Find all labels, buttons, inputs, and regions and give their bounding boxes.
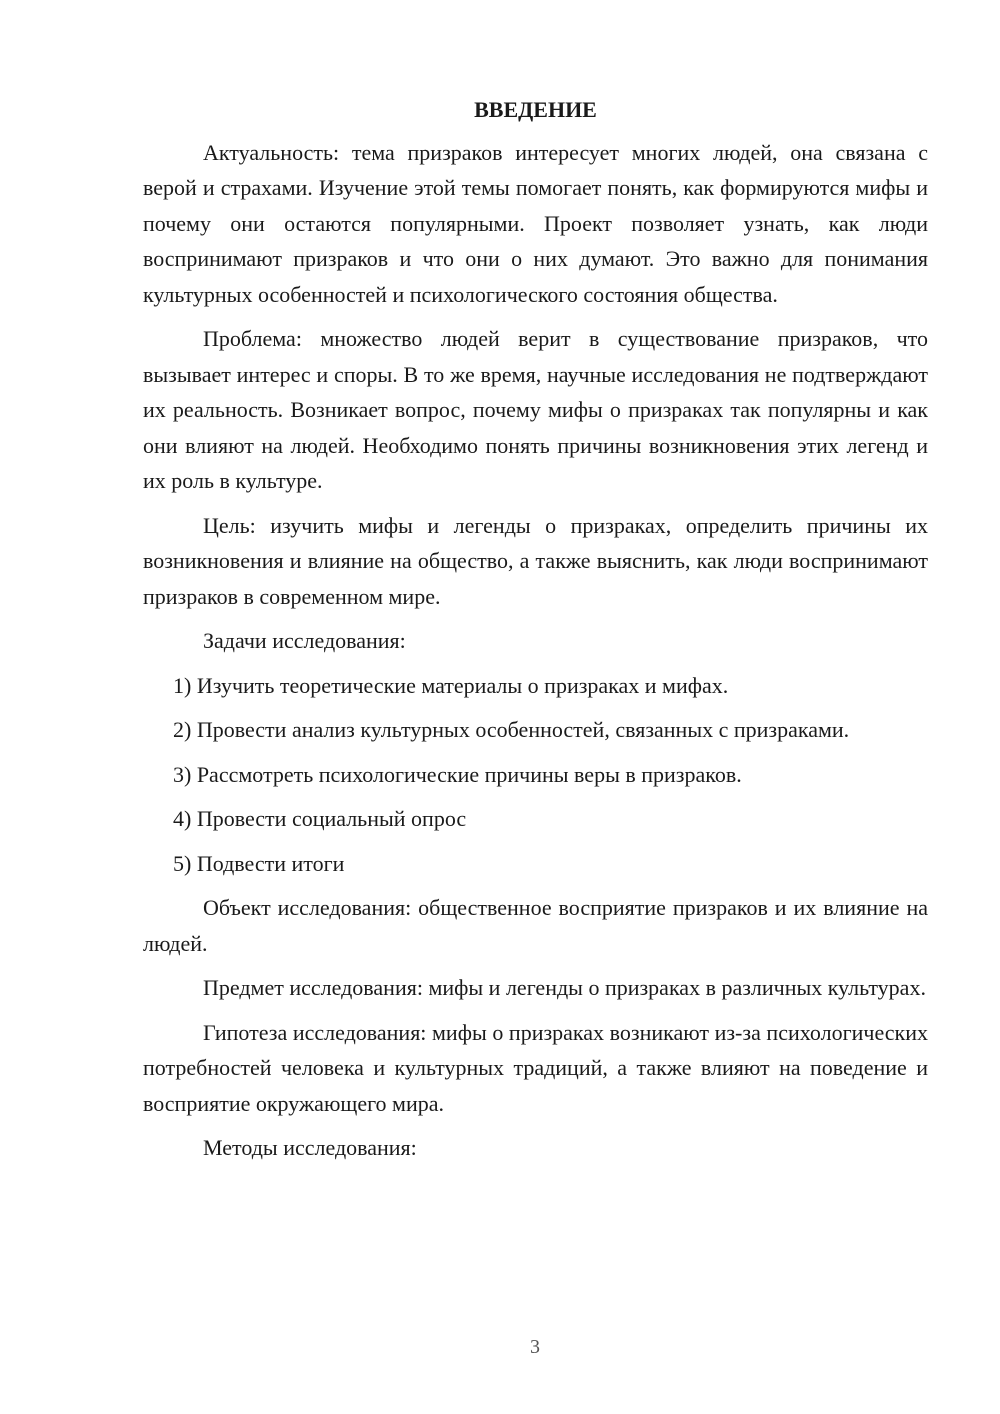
relevance-paragraph: Актуальность: тема призраков интересует многих людей, она связана с верой и страхами. Изучение этой темы помогает понять, как формируются мифы и почему они остаются популярными. Проект позволяет узнать, как люди воспринимают призраков и что они о них думают. Это важно для понимания культурных особенностей и психологического состояния общества.	[143, 139, 928, 307]
task-item-3: 3) Рассмотреть психологические причины веры в призраков.	[173, 761, 742, 787]
subject-paragraph: Предмет исследования: мифы и легенды о призраках в различных культурах.	[203, 975, 926, 1000]
task-item-4: 4) Провести социальный опрос	[173, 806, 467, 831]
task-item-1: 1) Изучить теоретические материалы о призраках и мифах.	[173, 672, 729, 698]
section-title: ВВЕДЕНИЕ	[474, 97, 597, 122]
tasks-heading: Задачи исследования:	[203, 628, 406, 653]
task-item-5: 5) Подвести итоги	[173, 850, 345, 876]
task-item-2: 2) Провести анализ культурных особенностей, связанных с призраками.	[173, 717, 850, 742]
page-content	[143, 92, 928, 1175]
methods-heading: Методы исследования:	[203, 1135, 417, 1160]
page-number: 3	[530, 1336, 540, 1358]
problem-paragraph: Проблема: множество людей верит в существование призраков, что вызывает интерес и споры. В то же время, научные исследования не подтверждают их реальность. Возникает вопрос, почему мифы о призраках так популярны и как они влияют на людей. Необходимо понять причины возникновения этих легенд и их роль в культуре.	[143, 326, 928, 493]
object-paragraph: Объект исследования: общественное восприятие призраков и их влияние на людей.	[143, 895, 928, 956]
hypothesis-paragraph: Гипотеза исследования: мифы о призраках возникают из-за психологических потребностей человека и культурных традиций, а также влияют на поведение и восприятие окружающего мира.	[143, 1019, 928, 1116]
goal-paragraph: Цель: изучить мифы и легенды о призраках, определить причины их возникновения и влияние на общество, а также выяснить, как люди воспринимают призраков в современном мире.	[143, 512, 928, 609]
